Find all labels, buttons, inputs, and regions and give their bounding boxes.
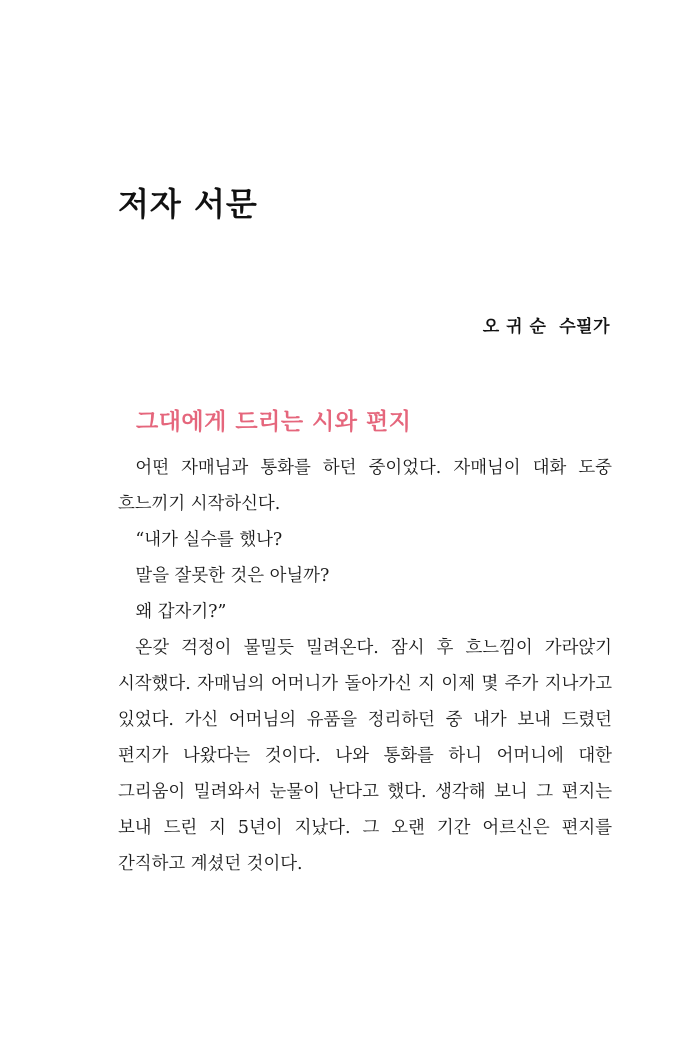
- paragraph: 어떤 자매님과 통화를 하던 중이었다. 자매님이 대화 도중 흐느끼기 시작하신다.: [118, 458, 612, 514]
- section-heading: 그대에게 드리는 시와 편지: [136, 409, 412, 436]
- paragraph: 온갖 걱정이 물밀듯 밀려온다. 잠시 후 흐느낌이 가라앉기 시작했다. 자매님의 어머니가 돌아가신 지 이제 몇 주가 지나가고 있었다. 가신 어머님의 유품을 정리하던 중 내가 보내 드렸던 편지가 나왔다는 것이다. 나와 통화를 하니 어머니에 대한 그리움이 밀려와서 눈물이 난다고 했다. 생각해 보니 그 편지는 보내 드린 지 5년이 지났다. 그 오랜 기간 어르신은 편지를 간직하고 계셨던 것이다.: [118, 638, 612, 874]
- dialog-line: 왜 갑자기?”: [135, 602, 227, 622]
- page-title: 저자 서문: [118, 185, 258, 224]
- body-text: [118, 450, 612, 882]
- author-byline: 오 귀 순 수필가: [482, 317, 610, 337]
- dialog-line: “내가 실수를 했나?: [135, 530, 283, 550]
- dialog-line: 말을 잘못한 것은 아닐까?: [135, 566, 330, 586]
